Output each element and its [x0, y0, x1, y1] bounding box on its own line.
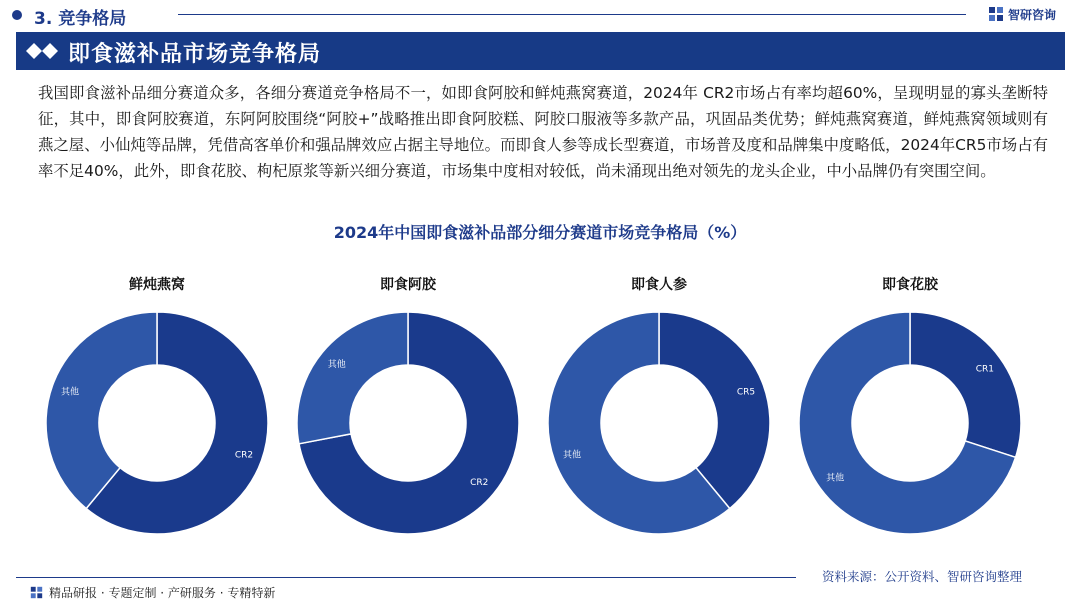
- slice-label: 其他: [826, 473, 845, 484]
- donut-chart: [297, 276, 519, 534]
- donut-chart: [799, 276, 1021, 534]
- donut-slice: [910, 312, 1021, 457]
- donut-title: 即食人参: [631, 277, 687, 293]
- footer-tags: 精品研报 · 专题定制 · 产研服务 · 专精特新: [49, 585, 276, 600]
- slice-label: CR1: [975, 364, 994, 375]
- donut-title: 鲜炖燕窝: [129, 277, 185, 293]
- donut-slice: [297, 312, 408, 444]
- donut-title: 即食花胶: [882, 277, 938, 293]
- donut-title: 即食阿胶: [380, 277, 436, 293]
- slice-label: 其他: [60, 387, 79, 398]
- donut-chart: [46, 276, 268, 534]
- source-note: 资料来源：公开资料、智研咨询整理: [822, 569, 1023, 584]
- footer-tags-group: [30, 583, 275, 601]
- body-paragraph: 我国即食滋补品细分赛道众多，各细分赛道竞争格局不一，如即食阿胶和鲜炖燕窝赛道，2024年 CR2市场占有率均超60%，呈现明显的寡头垄断特征，其中，即食阿胶赛道，东阿阿胶围绕“阿胶+”战略推出即食阿胶糕、阿胶口服液等多款产品，巩固品类优势；鲜炖燕窝赛道，鲜炖燕窝领域则有燕之屋、小仙炖等品牌，凭借高客单价和强品牌效应占据主导地位。而即食人参等成长型赛道，市场普及度和品牌集中度略低，2024年CR5市场占有率不足40%，此外，即食花胶、枸杞原浆等新兴细分赛道，市场集中度相对较低，尚未涌现出绝对领先的龙头企业，中小品牌仍有突围空间。: [38, 84, 1048, 180]
- chart-title: 2024年中国即食滋补品部分细分赛道市场竞争格局（%）: [333, 223, 747, 242]
- donut-chart: [548, 276, 770, 534]
- slice-label: CR2: [234, 450, 254, 461]
- footer-logo-icon: [30, 586, 43, 599]
- slice-label: CR5: [736, 387, 756, 398]
- section-title: 3. 竞争格局: [34, 9, 127, 29]
- banner-title: 即食滋补品市场竞争格局: [68, 42, 322, 67]
- slice-label: CR2: [470, 477, 489, 488]
- slice-label: 其他: [562, 450, 581, 461]
- brand-name: 智研咨询: [1008, 7, 1057, 22]
- footer-divider: [16, 577, 796, 578]
- slice-label: 其他: [327, 360, 346, 371]
